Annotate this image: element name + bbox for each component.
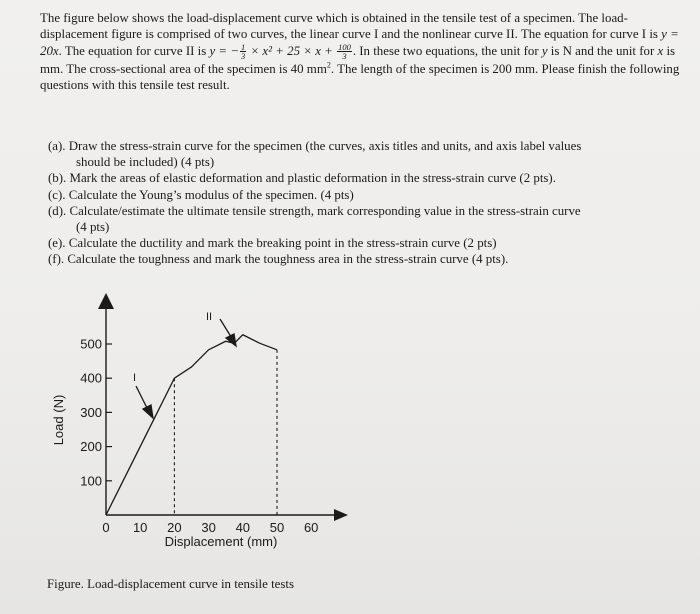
x-tick-label: 0 (102, 520, 110, 535)
curve-ii-label: II (206, 311, 213, 323)
y-tick-label: 200 (80, 439, 102, 455)
curve-i-line (106, 378, 174, 515)
statement-text: The figure below shows the load-displacement curve which is obtained in the tensile test of a specimen. The load-displacement figure is comprised of two curves, the linear curve I and the nonlinear curve II. The equation for curve I is (40, 11, 662, 42)
statement-text: is N and the unit for (547, 43, 658, 58)
question-c: (c). Calculate the Young’s modulus of the specimen. (4 pts) (48, 187, 354, 202)
statement-text: . In these two equations, the unit for (352, 43, 542, 58)
curve-ii-line (174, 335, 277, 378)
statement-text: . The length of the specimen is 200 mm. Please finish the following questions with this tensile test result. (40, 61, 680, 92)
equation-curve-1: y = 20x (40, 27, 679, 58)
y-axis-arrowhead (98, 293, 114, 309)
x-tick-label: 20 (167, 520, 182, 535)
statement-text: . The equation for curve II is (58, 43, 210, 58)
question-a: (a). Draw the stress-strain curve for the specimen (the curves, axis titles and units, and axis label values should be included) (4 pts) (48, 139, 582, 170)
question-b: (b). Mark the areas of elastic deformation and plastic deformation in the stress-strain curve (2 pts). (48, 171, 556, 186)
problem-statement: The figure below shows the load-displacement curve which is obtained in the tensile test of a specimen. The load-displacement figure is comprised of two curves, the linear curve I and the nonlinear curve II. The equation for curve I is y = 20x. The equation for curve II is y = − $\frac{1}{3}$ × x² + 25 × x + $\frac{100}{3}$ . In these two equations, the unit for y is N and the unit for x is mm. The cross-sectional area of the specimen is 40 $mm^2$. The length of the specimen is 200 mm. Please finish the following questions with this tensile test result. (40, 11, 680, 92)
x-tick-label: 40 (235, 520, 251, 535)
x-tick-label: 10 (132, 520, 148, 535)
x-axis-title: Displacement (mm) (164, 534, 278, 549)
curve-i-label: I (133, 372, 137, 384)
x-tick-label: 50 (269, 520, 285, 535)
fraction: $\frac{1}{3}$ (241, 41, 246, 62)
y-tick-label: 300 (80, 404, 102, 420)
x-axis-arrowhead (334, 509, 348, 521)
question-d: (d). Calculate/estimate the ultimate tensile strength, mark corresponding value in the stress-strain curve (4 pts) (48, 203, 581, 235)
y-axis-title: Load (N) (51, 394, 66, 446)
statement-text: is mm. The cross-sectional area of the specimen is 40 mm (40, 43, 676, 76)
x-tick-label: 30 (201, 520, 216, 535)
x-tick-label: 60 (303, 520, 319, 535)
figure-caption: Figure. Load-displacement curve in tensile tests (47, 577, 294, 591)
y-tick-label: 500 (80, 336, 102, 352)
curve-i-pointer-arrowhead (143, 405, 153, 418)
equation-curve-2: y = − $\frac{1}{3}$ × x² + 25 × x + $\frac{100}{3}$ (209, 41, 351, 62)
y-tick-label: 400 (80, 370, 102, 386)
question-f: (f). Calculate the toughness and mark the toughness area in the stress-strain curve (4 pts). (48, 252, 509, 267)
curve-ii-pointer-arrowhead (226, 334, 236, 346)
y-tick-label: 100 (80, 473, 102, 489)
question-e: (e). Calculate the ductility and mark the breaking point in the stress-strain curve (2 pts) (48, 236, 497, 251)
fraction: $\frac{100}{3}$ (338, 41, 351, 62)
